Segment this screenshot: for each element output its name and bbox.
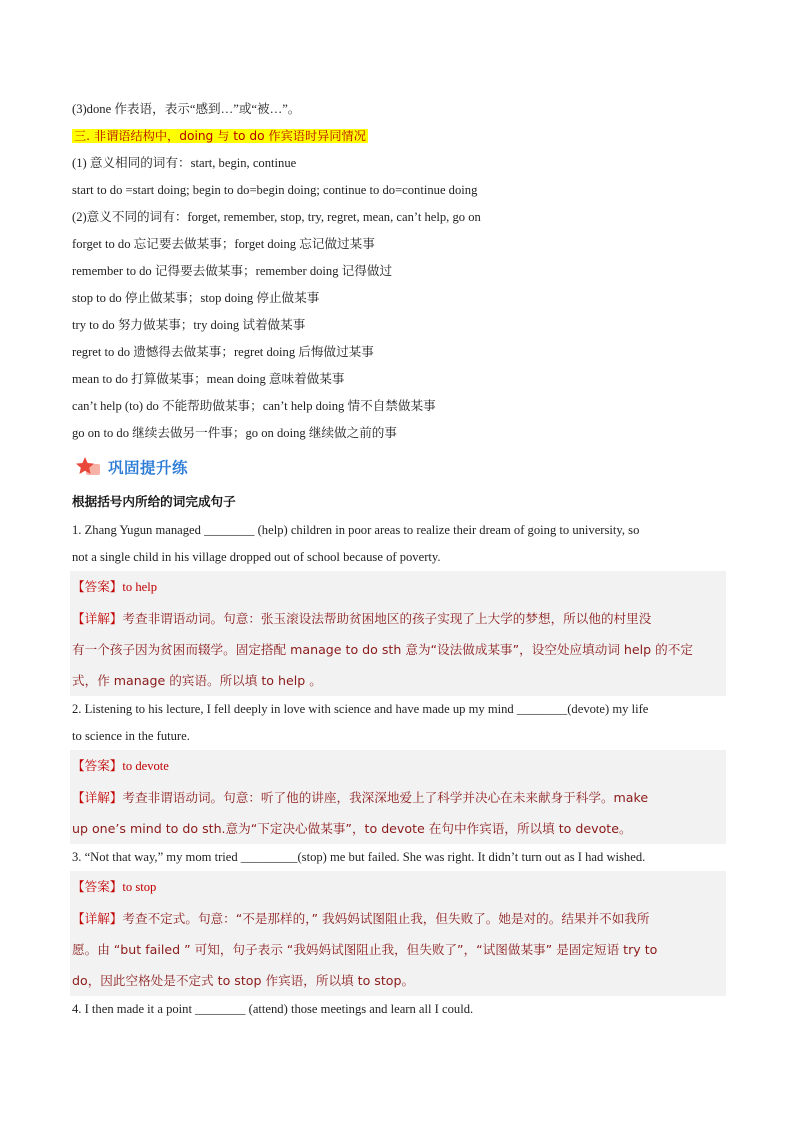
same-meaning-title: (1) 意义相同的词有：start, begin, continue	[72, 156, 297, 170]
question-4	[72, 996, 724, 1023]
detail-3	[72, 903, 726, 996]
answer-value: to help	[122, 580, 158, 594]
detail-line: 式，作 manage 的宾语。所以填 to help 。	[72, 673, 322, 688]
star-badge-icon	[74, 455, 102, 479]
pair-regret: regret to do 遗憾得去做某事；regret doing 后悔做过某事	[72, 345, 374, 359]
pair-go-on: go on to do 继续去做另一件事；go on doing 继续做之前的事	[72, 426, 397, 440]
pair-cant-help: can’t help (to) do 不能帮助做某事；can’t help doing 情不自禁做某事	[72, 399, 436, 413]
answer-block-3	[70, 871, 726, 996]
different-meaning-title: (2)意义不同的词有：forget, remember, stop, try, regret, mean, can’t help, go on	[72, 210, 481, 224]
answer-tag: 【答案】	[72, 579, 123, 594]
answer-1	[72, 571, 726, 603]
answer-value: to stop	[122, 880, 157, 894]
pair-stop: stop to do 停止做某事；stop doing 停止做某事	[72, 291, 320, 305]
question-3-line-1: 3. “Not that way,” my mom tried _________(stop) me but failed. She was right. It didn’t turn out as I had wished.	[72, 850, 646, 864]
highlighted-heading: 三. 非谓语结构中，doing 与 to do 作宾语时异同情况	[74, 129, 366, 143]
pair-remember: remember to do 记得要去做某事；remember doing 记得做过	[72, 264, 393, 278]
detail-line: 愿。由 “but failed ” 可知，句子表示 “我妈妈试图阻止我，但失败了”，“试图做某事” 是固定短语 try to	[72, 942, 658, 957]
detail-2	[72, 782, 726, 844]
answer-value: to devote	[122, 759, 169, 773]
answer-tag: 【答案】	[72, 879, 123, 894]
question-1	[72, 517, 724, 571]
answer-tag: 【答案】	[72, 758, 123, 773]
detail-1	[72, 603, 726, 696]
detail-tag: 【详解】	[72, 611, 123, 626]
pair-try: try to do 努力做某事；try doing 试着做某事	[72, 318, 306, 332]
section-title: 巩固提升练	[108, 459, 189, 477]
answer-3	[72, 871, 726, 903]
question-4-line-1: 4. I then made it a point ________ (attend) those meetings and learn all I could.	[72, 1002, 474, 1016]
answer-2	[72, 750, 726, 782]
question-2	[72, 696, 724, 750]
pair-forget: forget to do 忘记要去做某事；forget doing 忘记做过某事	[72, 237, 375, 251]
instruction: 根据括号内所给的词完成句子	[72, 494, 236, 509]
question-2-line-2: to science in the future.	[72, 729, 190, 743]
detail-line: 考查非谓语动词。句意：张玉滚设法帮助贫困地区的孩子实现了上大学的梦想，所以他的村里没	[122, 611, 652, 626]
grammar-heading-3	[72, 123, 724, 150]
question-1-line-2: not a single child in his village dropped out of school because of poverty.	[72, 550, 441, 564]
detail-tag: 【详解】	[72, 911, 123, 926]
grammar-done-line: (3)done 作表语，表示“感到…”或“被…”。	[72, 102, 301, 116]
document-page	[72, 96, 724, 1023]
detail-tag: 【详解】	[72, 790, 123, 805]
detail-line: do，因此空格处是不定式 to stop 作宾语，所以填 to stop。	[72, 973, 415, 988]
detail-line: 有一个孩子因为贫困而辍学。固定搭配 manage to do sth 意为“设法做成某事”，设空处应填动词 help 的不定	[72, 642, 693, 657]
detail-line: 考查非谓语动词。句意：听了他的讲座，我深深地爱上了科学并决心在未来献身于科学。make	[122, 790, 649, 805]
question-1-line-1: 1. Zhang Yugun managed ________ (help) children in poor areas to realize their dream of going to university, so	[72, 523, 640, 537]
question-3	[72, 844, 724, 871]
practice-section-header	[72, 447, 724, 487]
question-2-line-1: 2. Listening to his lecture, I fell deeply in love with science and have made up my mind ________(devote) my life	[72, 702, 649, 716]
answer-block-2	[70, 750, 726, 844]
detail-line: 考查不定式。句意：“不是那样的，” 我妈妈试图阻止我，但失败了。她是对的。结果并不如我所	[122, 911, 650, 926]
answer-block-1	[70, 571, 726, 696]
detail-line: up one’s mind to do sth.意为“下定决心做某事”，to devote 在句中作宾语，所以填 to devote。	[72, 821, 632, 836]
same-meaning-examples: start to do =start doing; begin to do=begin doing; continue to do=continue doing	[72, 183, 478, 197]
pair-mean: mean to do 打算做某事；mean doing 意味着做某事	[72, 372, 345, 386]
